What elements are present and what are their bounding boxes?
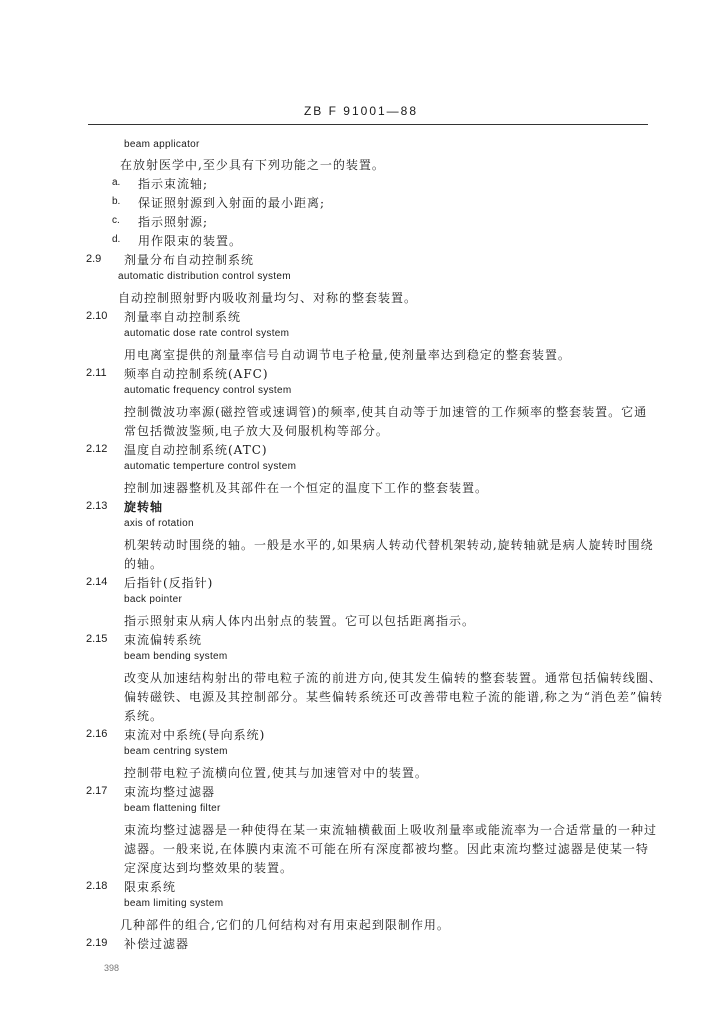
term-english: automatic dose rate control system <box>124 328 290 339</box>
definition-text: 偏转磁铁、电源及其控制部分。某些偏转系统还可改善带电粒子流的能谱,称之为“消色差”偏转 <box>124 690 664 704</box>
definition-text: 控制微波功率源(磁控管或速调管)的频率,使其自动等于加速管的工作频率的整套装置。它通 <box>124 405 648 419</box>
term-english: automatic temperture control system <box>124 461 297 472</box>
section-number: 2.9 <box>86 253 102 265</box>
definition-text: 指示照射束从病人体内出射点的装置。它可以包括距离指示。 <box>124 614 476 628</box>
section-number: 2.14 <box>86 576 108 588</box>
term-chinese: 旋转轴 <box>124 500 164 514</box>
definition-text: 几种部件的组合,它们的几何结构对有用束起到限制作用。 <box>120 918 450 932</box>
page-number: 398 <box>104 963 120 973</box>
term-chinese: 剂量分布自动控制系统 <box>124 253 255 267</box>
term-chinese: 束流对中系统(导向系统) <box>124 728 266 742</box>
term-chinese: 频率自动控制系统(AFC) <box>124 367 269 381</box>
list-item-text: 指示照射源; <box>138 215 209 229</box>
section-number: 2.13 <box>86 500 108 512</box>
list-item-text: 指示束流轴; <box>138 177 209 191</box>
term-english: beam flattening filter <box>124 803 221 814</box>
document-header: ZB F 91001—88 <box>303 104 419 118</box>
definition-text: 束流均整过滤器是一种使得在某一束流轴横截面上吸收剂量率或能流率为一合适常量的一种过 <box>124 823 658 837</box>
list-letter: d. <box>112 234 121 245</box>
term-chinese: 限束系统 <box>124 880 177 894</box>
term-english: beam applicator <box>124 139 200 150</box>
section-number: 2.11 <box>86 367 107 379</box>
section-number: 2.17 <box>86 785 108 797</box>
term-english: axis of rotation <box>124 518 194 529</box>
section-number: 2.12 <box>86 443 108 455</box>
definition-text: 机架转动时围绕的轴。一般是水平的,如果病人转动代替机架转动,旋转轴就是病人旋转时围绕 <box>124 538 654 552</box>
term-chinese: 束流偏转系统 <box>124 633 203 647</box>
definition-text: 在放射医学中,至少具有下列功能之一的装置。 <box>120 158 385 172</box>
definition-text: 用电离室提供的剂量率信号自动调节电子枪量,使剂量率达到稳定的整套装置。 <box>124 348 571 362</box>
term-english: automatic frequency control system <box>124 385 292 396</box>
term-chinese: 补偿过滤器 <box>124 937 190 951</box>
term-chinese: 剂量率自动控制系统 <box>124 310 242 324</box>
definition-text: 自动控制照射野内吸收剂量均匀、对称的整套装置。 <box>118 291 418 305</box>
definition-text: 控制带电粒子流横向位置,使其与加速管对中的装置。 <box>124 766 428 780</box>
header-divider <box>88 124 648 125</box>
term-english: back pointer <box>124 594 183 605</box>
section-number: 2.10 <box>86 310 108 322</box>
definition-text: 滤器。一般来说,在体膜内束流不可能在所有深度都被均整。因此束流均整过滤器是使某一特 <box>124 842 649 856</box>
term-chinese: 后指针(反指针) <box>124 576 214 590</box>
section-number: 2.15 <box>86 633 108 645</box>
term-english: beam bending system <box>124 651 228 662</box>
section-number: 2.18 <box>86 880 108 892</box>
section-number: 2.16 <box>86 728 108 740</box>
list-letter: b. <box>112 196 121 207</box>
term-chinese: 束流均整过滤器 <box>124 785 216 799</box>
list-item-text: 保证照射源到入射面的最小距离; <box>138 196 326 210</box>
term-english: beam centring system <box>124 746 228 757</box>
term-english: beam limiting system <box>124 898 224 909</box>
term-english: automatic distribution control system <box>118 271 291 282</box>
section-number: 2.19 <box>86 937 108 949</box>
definition-text: 的轴。 <box>124 557 164 571</box>
definition-text: 控制加速器整机及其部件在一个恒定的温度下工作的整套装置。 <box>124 481 489 495</box>
definition-text: 系统。 <box>124 709 164 723</box>
list-letter: c. <box>112 215 120 226</box>
definition-text: 改变从加速结构射出的带电粒子流的前进方向,使其发生偏转的整套装置。通常包括偏转线圈、 <box>124 671 662 685</box>
list-letter: a. <box>112 177 121 188</box>
term-chinese: 温度自动控制系统(ATC) <box>124 443 268 457</box>
definition-text: 常包括微波鉴频,电子放大及伺服机构等部分。 <box>124 424 389 438</box>
definition-text: 定深度达到均整效果的装置。 <box>124 861 294 875</box>
list-item-text: 用作限束的装置。 <box>138 234 243 248</box>
